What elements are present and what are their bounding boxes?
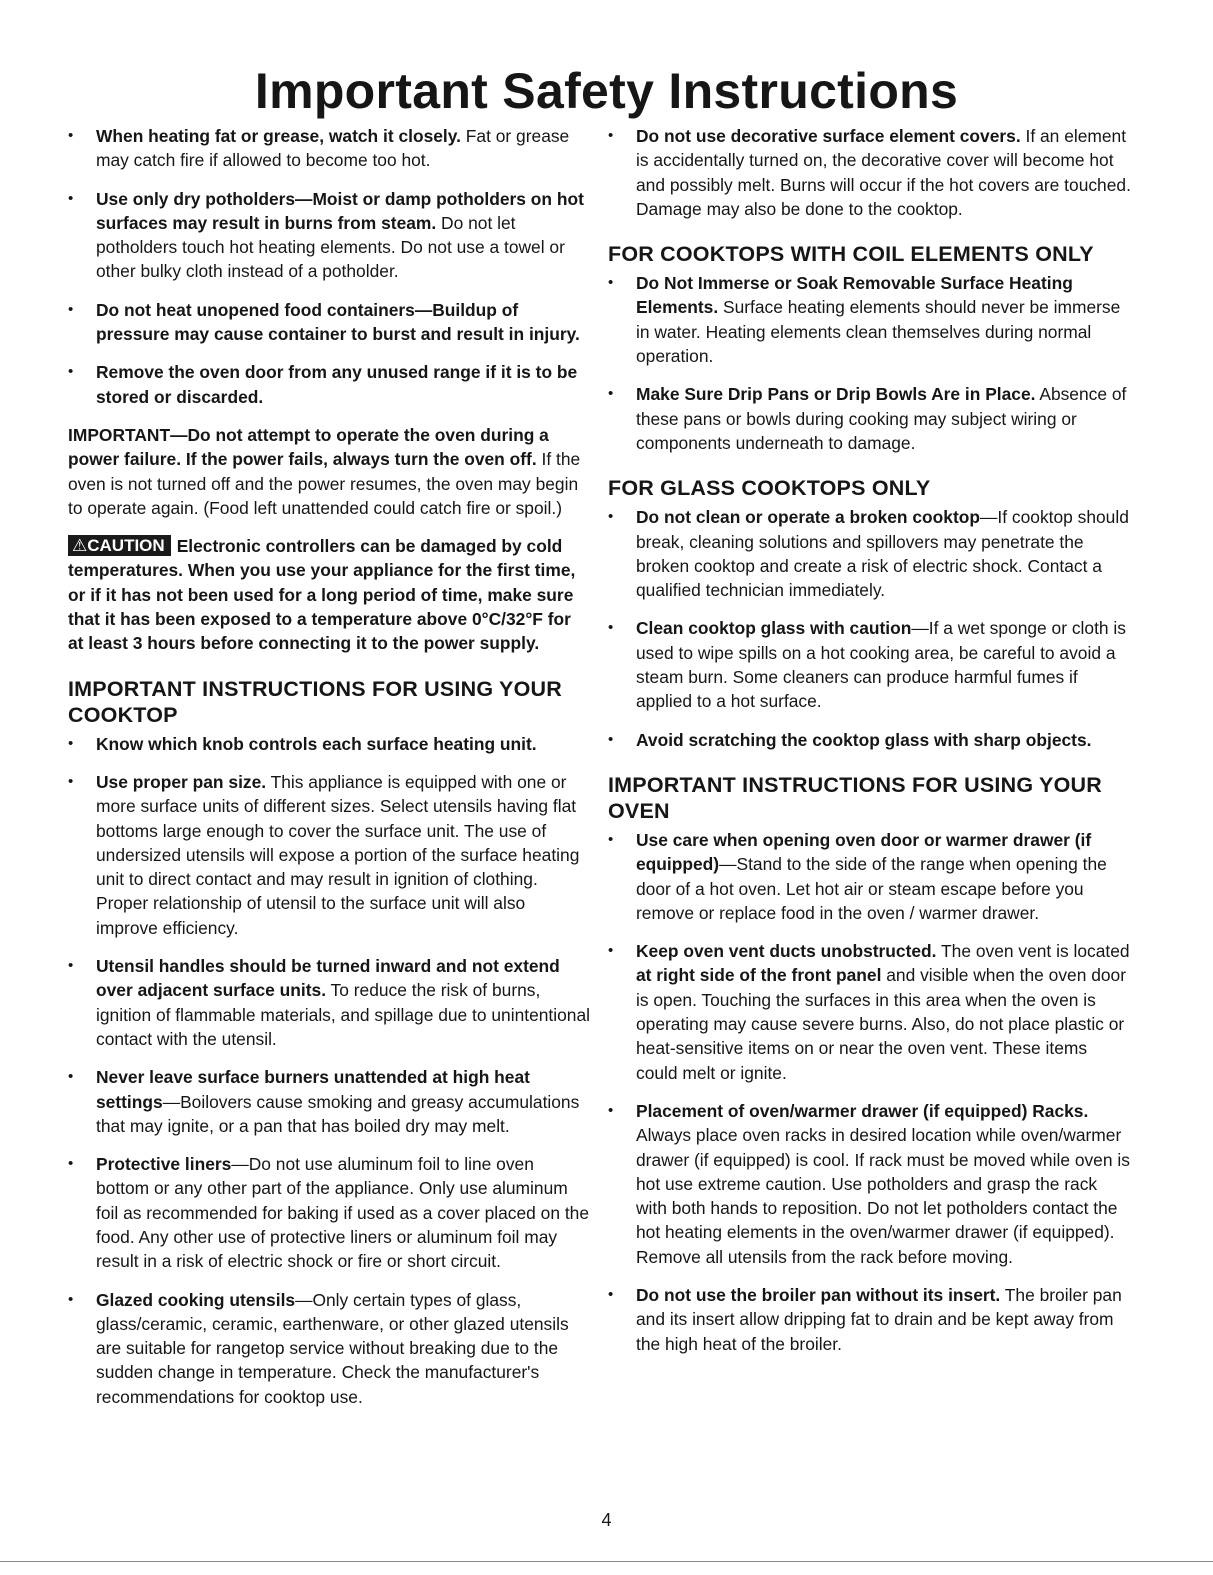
bullet-unattended-burners: • Never leave surface burners unattended at high heat settings—Boilovers cause smoking and greasy accumulations that may ignite, or a pan that has boiled dry may melt. (68, 1065, 590, 1138)
bullet-decorative-covers: • Do not use decorative surface element covers. If an element is accidentally turned on, the decorative cover will become hot and possibly melt. Burns will occur if the hot covers are touched. Damage may also be done to the cooktop. (608, 124, 1132, 221)
footer-rule (0, 1561, 1213, 1562)
important-power-failure: IMPORTANT—Do not attempt to operate the oven during a power failure. If the power fails, always turn the oven off. If the oven is not turned off and the power resumes, the oven may begin to operate again. (Food left unattended could catch fire or spoil.) (68, 424, 581, 518)
bullet-glazed-utensils: • Glazed cooking utensils—Only certain types of glass, glass/ceramic, ceramic, earthenware, or other glazed utensils are suitable for rangetop service without breaking due to the sudden change in temperature. Check the manufacturer's recommendations for cooktop use. (68, 1288, 590, 1409)
bullet-dry-potholders: • Use only dry potholders—Moist or damp potholders on hot surfaces may result in burns from steam. Do not let potholders touch hot heating elements. Do not use a towel or other bulky cloth instead of a potholder. (68, 187, 590, 284)
bullet-knob-controls: • Know which knob controls each surface heating unit. (68, 732, 590, 756)
page-title: Important Safety Instructions (254, 63, 959, 119)
bullet-pan-size: • Use proper pan size. This appliance is equipped with one or more surface units of different sizes. Select utensils having flat bottoms large enough to cover the surface unit. The use of undersized utensils will expose a portion of the surface heating unit to direct contact and may result in ignition of clothing. Proper relationship of utensil to the surface unit will also improve efficiency. (68, 770, 590, 940)
page-number: 4 (601, 1510, 612, 1530)
right-column (608, 124, 1132, 1370)
bullet-clean-glass: • Clean cooktop glass with caution—If a wet sponge or cloth is used to wipe spills on a hot cooking area, be careful to avoid a steam burn. Some cleaners can produce harmful fumes if applied to a hot surface. (608, 616, 1132, 713)
bullet-do-not-immerse: • Do Not Immerse or Soak Removable Surface Heating Elements. Surface heating elements should never be immerse in water. Heating elements clean themselves during normal operation. (608, 271, 1132, 368)
bullet-unopened-containers: • Do not heat unopened food containers—Buildup of pressure may cause container to burst and result in injury. (68, 298, 590, 347)
caution-note: ⚠CAUTION Electronic controllers can be damaged by cold temperatures. When you use your appliance for the first time, or if it has not been used for a long period of time, make sure that it has been exposed to a temperature above 0°C/32°F for at least 3 hours before connecting it to the power supply. (68, 536, 576, 654)
bullet-broken-cooktop: • Do not clean or operate a broken cooktop—If cooktop should break, cleaning solutions and spillovers may penetrate the broken cooktop and create a risk of electric shock. Contact a qualified technician immediately. (608, 505, 1132, 602)
bullet-avoid-scratching: • Avoid scratching the cooktop glass with sharp objects. (608, 728, 1132, 752)
bullet-drip-pans: • Make Sure Drip Pans or Drip Bowls Are in Place. Absence of these pans or bowls during cooking may subject wiring or components underneath to damage. (608, 382, 1132, 455)
cooktop-section-heading: IMPORTANT INSTRUCTIONS FOR USING YOUR COOKTOP (68, 676, 562, 727)
bullet-utensil-handles: • Utensil handles should be turned inward and not extend over adjacent surface units. To reduce the risk of burns, ignition of flammable materials, and spillage due to unintentional contact with the utensil. (68, 954, 590, 1051)
coil-section-heading: FOR COOKTOPS WITH COIL ELEMENTS ONLY (608, 242, 1094, 267)
oven-section-heading: IMPORTANT INSTRUCTIONS FOR USING YOUR OVEN (608, 772, 1102, 823)
bullet-remove-oven-door: • Remove the oven door from any unused range if it is to be stored or discarded. (68, 360, 590, 409)
glass-section-heading: FOR GLASS COOKTOPS ONLY (608, 476, 931, 501)
bullet-oven-door-care: • Use care when opening oven door or warmer drawer (if equipped)—Stand to the side of the range when opening the door of a hot oven. Let hot air or steam escape before you remove or replace food in the oven / warmer drawer. (608, 828, 1132, 925)
bullet-rack-placement: • Placement of oven/warmer drawer (if equipped) Racks. Always place oven racks in desired location while oven/warmer drawer (if equipped) is cool. If rack must be moved while oven is hot use extreme caution. Use potholders and grasp the rack with both hands to reposition. Do not let potholders contact the hot heating elements in the oven/warmer drawer (if equipped). Remove all utensils from the rack before moving. (608, 1099, 1132, 1269)
bullet-heating-fat: • When heating fat or grease, watch it closely. Fat or grease may catch fire if allowed to become too hot. (68, 124, 590, 173)
bullet-vent-ducts: • Keep oven vent ducts unobstructed. The oven vent is located at right side of the front panel and visible when the oven door is open. Touching the surfaces in this area when the oven is operating may cause severe burns. Also, do not place plastic or heat-sensitive items on or near the oven vent. These items could melt or ignite. (608, 939, 1132, 1085)
bullet-broiler-pan: • Do not use the broiler pan without its insert. The broiler pan and its insert allow dripping fat to drain and be kept away from the high heat of the broiler. (608, 1283, 1132, 1356)
caution-badge: ⚠CAUTION (68, 535, 171, 556)
bullet-protective-liners: • Protective liners—Do not use aluminum foil to line oven bottom or any other part of the appliance. Only use aluminum foil as recommended for baking if used as a cover placed on the food. Any other use of protective liners or aluminum foil may result in a risk of electric shock or fire or short circuit. (68, 1152, 590, 1273)
left-column (68, 124, 590, 1409)
